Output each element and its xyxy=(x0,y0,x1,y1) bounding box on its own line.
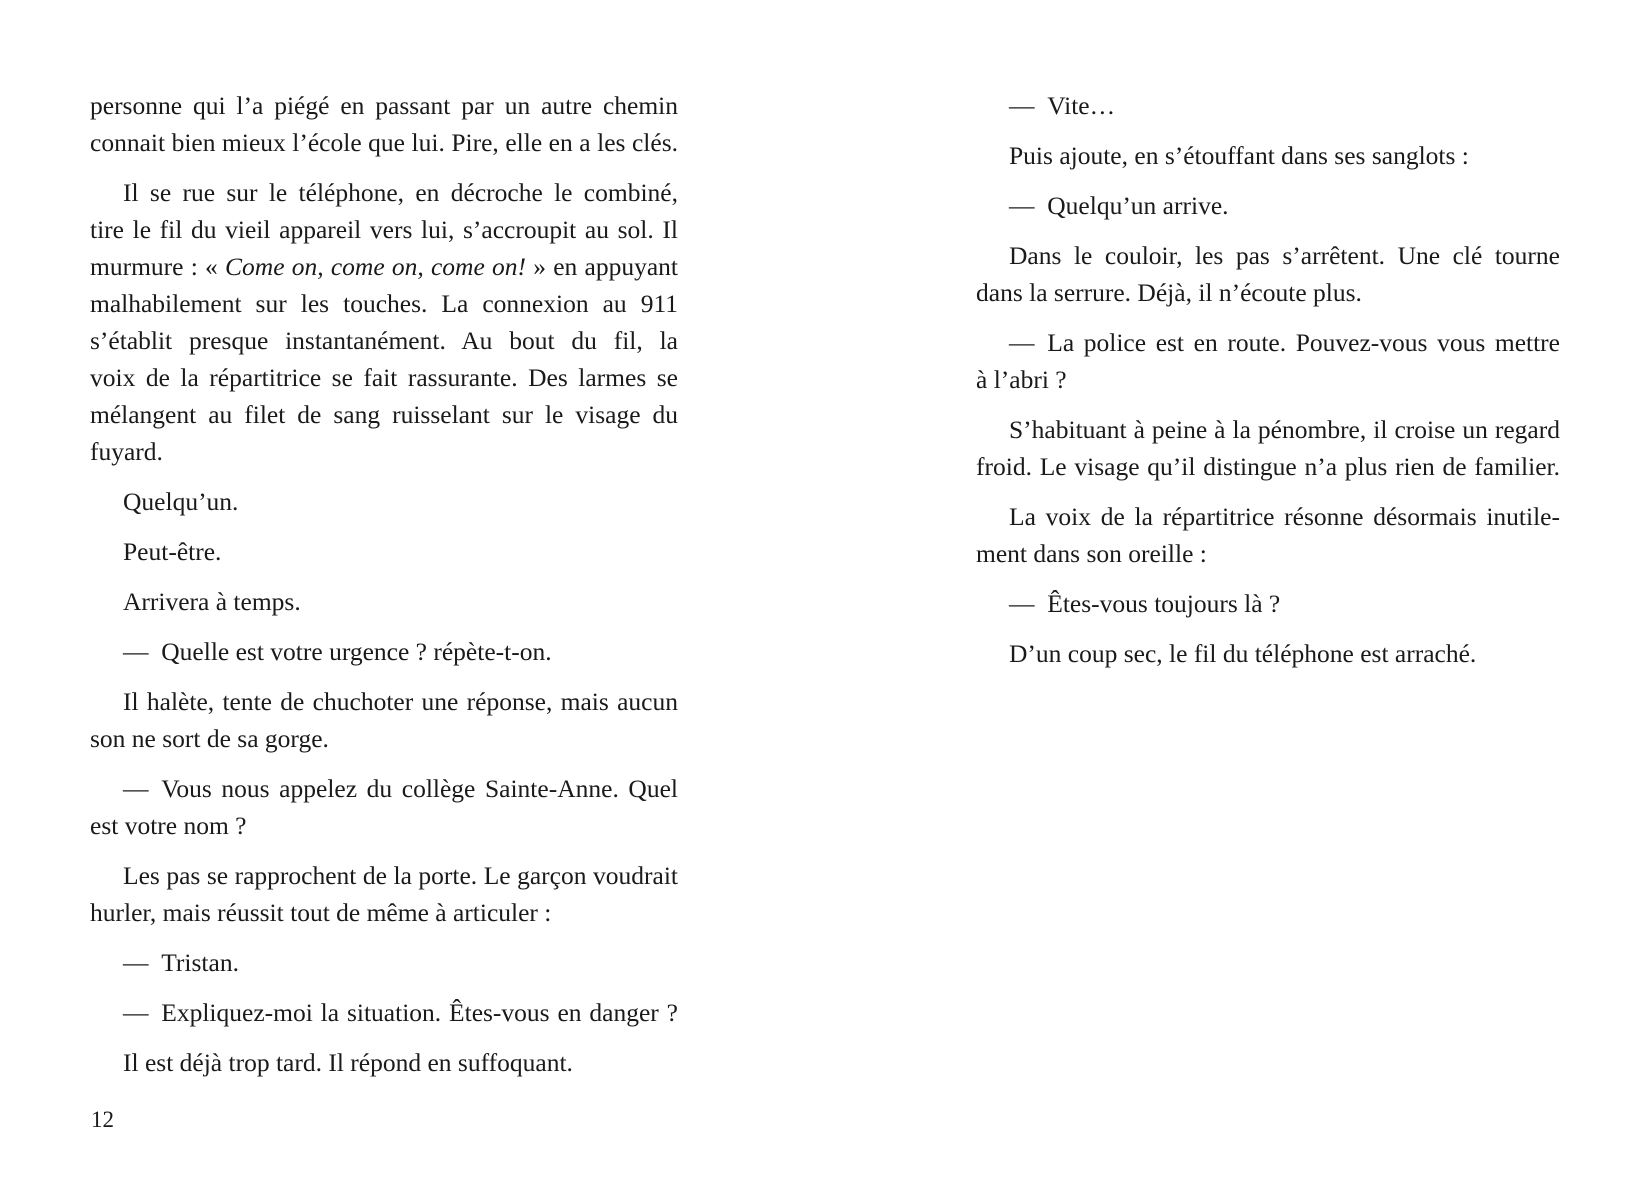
text-line: Arrivera à temps. xyxy=(123,587,301,616)
text-line: malhabilement sur les touches. La connexion au 911 xyxy=(90,289,678,318)
text-line: Les pas se rapprochent de la porte. Le garçon voudrait xyxy=(123,861,678,890)
italic-phrase: Come on, come on, come on! xyxy=(225,252,527,281)
paragraph xyxy=(976,237,1560,311)
paragraph xyxy=(976,635,1560,672)
text-line: — La police est en route. Pouvez-vous vous mettre xyxy=(1009,328,1560,357)
text-run: » en appuyant xyxy=(526,252,678,281)
text-line: Il se rue sur le téléphone, en décroche le combiné, xyxy=(123,178,678,207)
text-line: — Expliquez-moi la situation. Êtes-vous en danger ? xyxy=(123,998,678,1027)
dialogue-paragraph xyxy=(90,994,678,1031)
text-line: Quelqu’un. xyxy=(123,487,239,516)
text-line: hurler, mais réussit tout de même à articuler : xyxy=(90,898,552,927)
paragraph xyxy=(90,1044,678,1081)
text-line: ment dans son oreille : xyxy=(976,539,1207,568)
dialogue-paragraph xyxy=(90,633,678,670)
paragraph xyxy=(90,683,678,757)
text-line: Il halète, tente de chuchoter une réponse, mais aucun xyxy=(123,687,678,716)
text-line: Peut-être. xyxy=(123,537,222,566)
text-line: Il est déjà trop tard. Il répond en suffoquant. xyxy=(123,1048,573,1077)
text-line: à l’abri ? xyxy=(976,365,1067,394)
paragraph xyxy=(90,583,678,620)
text-line: tire le fil du vieil appareil vers lui, s’accroupit au sol. Il xyxy=(90,215,678,244)
dialogue-paragraph xyxy=(976,585,1560,622)
text-line: fuyard. xyxy=(90,437,163,466)
dialogue-paragraph xyxy=(976,187,1560,224)
text-line: — Tristan. xyxy=(123,948,239,977)
text-line: s’établit presque instantanément. Au bout du fil, la xyxy=(90,326,678,355)
text-line: — Quelqu’un arrive. xyxy=(1009,191,1229,220)
dialogue-paragraph xyxy=(90,944,678,981)
paragraph xyxy=(976,411,1560,485)
paragraph xyxy=(976,498,1560,572)
right-page-text xyxy=(976,87,1560,672)
paragraph xyxy=(90,174,678,470)
text-line: D’un coup sec, le fil du téléphone est arraché. xyxy=(1009,639,1477,668)
text-line: — Vous nous appelez du collège Sainte-Anne. Quel xyxy=(123,774,678,803)
text-line: personne qui l’a piégé en passant par un autre chemin xyxy=(90,91,678,120)
dialogue-paragraph xyxy=(90,770,678,844)
dialogue-paragraph xyxy=(976,324,1560,398)
dialogue-paragraph xyxy=(976,87,1560,124)
paragraph xyxy=(90,533,678,570)
text-line xyxy=(90,248,678,285)
text-line: S’habituant à peine à la pénombre, il croise un regard xyxy=(1009,415,1560,444)
text-line: dans la serrure. Déjà, il n’écoute plus. xyxy=(976,278,1362,307)
text-line: mélangent au filet de sang ruisselant sur le visage du xyxy=(90,400,678,429)
text-line: voix de la répartitrice se fait rassurante. Des larmes se xyxy=(90,363,678,392)
text-line: Dans le couloir, les pas s’arrêtent. Une clé tourne xyxy=(1009,241,1560,270)
text-line: — Êtes-vous toujours là ? xyxy=(1009,589,1281,618)
paragraph xyxy=(90,87,678,161)
text-line: — Quelle est votre urgence ? répète-t-on. xyxy=(123,637,552,666)
text-line: — Vite… xyxy=(1009,91,1116,120)
text-line: son ne sort de sa gorge. xyxy=(90,724,329,753)
text-line: est votre nom ? xyxy=(90,811,247,840)
right-page xyxy=(825,0,1650,1200)
text-line: La voix de la répartitrice résonne désormais inutile- xyxy=(1009,502,1560,531)
paragraph xyxy=(976,137,1560,174)
paragraph xyxy=(90,857,678,931)
left-page-text xyxy=(90,87,678,1081)
text-line: froid. Le visage qu’il distingue n’a plus rien de familier. xyxy=(976,452,1560,481)
text-run: murmure : « xyxy=(90,252,226,281)
paragraph xyxy=(90,483,678,520)
text-line: Puis ajoute, en s’étouffant dans ses sanglots : xyxy=(1009,141,1469,170)
text-line: connait bien mieux l’école que lui. Pire, elle en a les clés. xyxy=(90,128,678,157)
page-number: 12 xyxy=(91,1107,114,1132)
